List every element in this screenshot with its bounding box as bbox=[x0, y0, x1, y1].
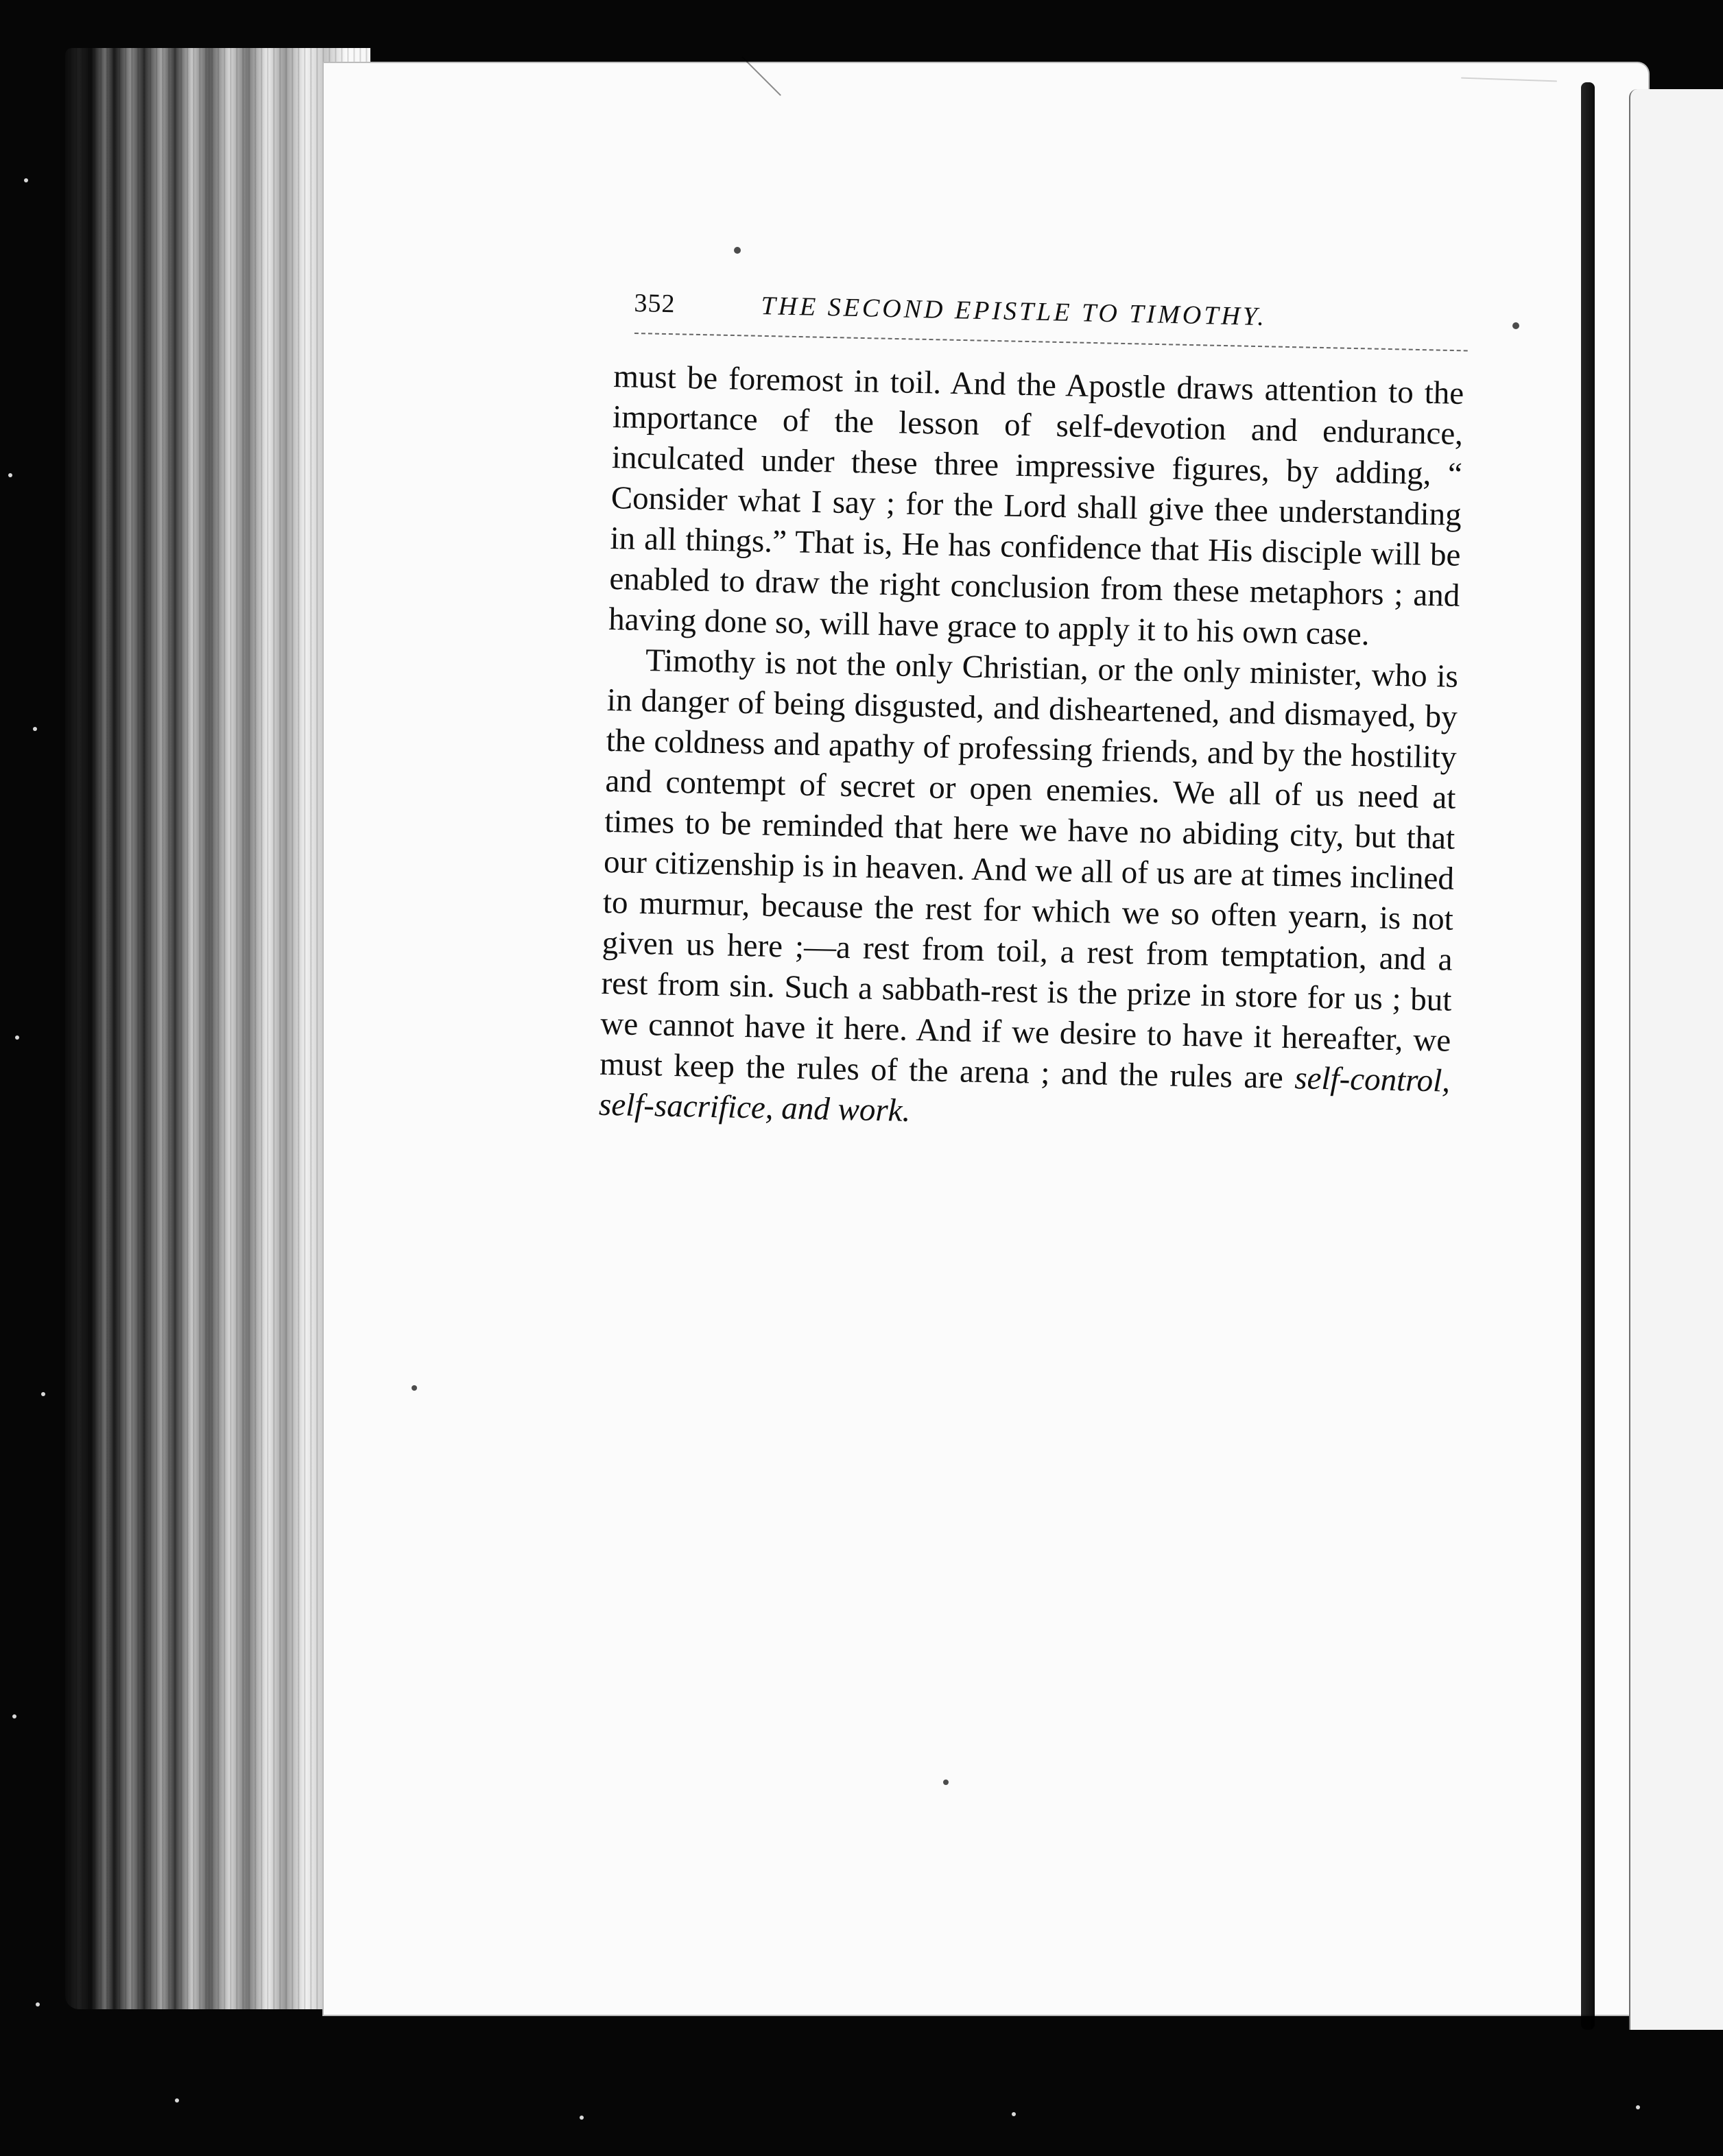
scan-speck bbox=[1636, 2105, 1640, 2109]
paragraph-1-text: must be foremost in toil. And the Apostle draws attention to the importance of the lesson of self-devotion and endurance, inculcated under these three impressive figures, by adding, “ Consider what I say ; for the Lord shall give thee understanding in all things.” That is, He has confidence that His disciple will be enabled to draw the right conclusion from these metaphors ; and having done so, will have grace to apply it to his own case. bbox=[608, 358, 1464, 653]
paragraph-2 bbox=[599, 640, 1459, 1142]
scan-speck bbox=[12, 1714, 16, 1718]
scan-speck bbox=[943, 1780, 949, 1785]
body-text bbox=[599, 357, 1464, 1142]
scan-speck bbox=[175, 2098, 179, 2103]
paragraph-2-text: Timothy is not the only Christian, or the only minister, who is in danger of being disgusted, and disheartened, and dismayed, by the coldness and apathy of professing friends, and by the hostility and contempt of secret or open enemies. We all of us need at times to be reminded that here we have no abiding city, but that our citizenship is in heaven. And we all of us are at times inclined to murmur, because the rest for which we so often yearn, is not given us here ;—a rest from toil, a rest from temptation, and a rest from sin. Such a sabbath-rest is the prize in store for us ; but we cannot have it here. And if we desire to have it hereafter, we must keep the rules of the arena ; and the rules are bbox=[599, 643, 1459, 1097]
scan-speck bbox=[41, 1392, 45, 1396]
scan-speck bbox=[734, 247, 741, 254]
scan-speck bbox=[1512, 322, 1519, 329]
scan-speck bbox=[33, 727, 37, 731]
scan-speck bbox=[580, 2116, 584, 2120]
page-number: 352 bbox=[634, 288, 676, 319]
adjacent-page-edge bbox=[1629, 89, 1723, 2030]
scan-speck bbox=[412, 1385, 417, 1391]
running-title: THE SECOND EPISTLE TO TIMOTHY. bbox=[761, 291, 1268, 332]
scan-speck bbox=[1012, 2112, 1016, 2116]
scan-speck bbox=[8, 473, 12, 477]
scan-speck bbox=[24, 178, 28, 182]
scan-speck bbox=[36, 2002, 40, 2007]
paragraph-1 bbox=[608, 357, 1464, 657]
paragraph-2-italic-ending: self-control, self-sacrifice, and work. bbox=[598, 1060, 1451, 1129]
scan-speck bbox=[15, 1035, 19, 1040]
book-gutter-shadow bbox=[1581, 82, 1595, 2030]
